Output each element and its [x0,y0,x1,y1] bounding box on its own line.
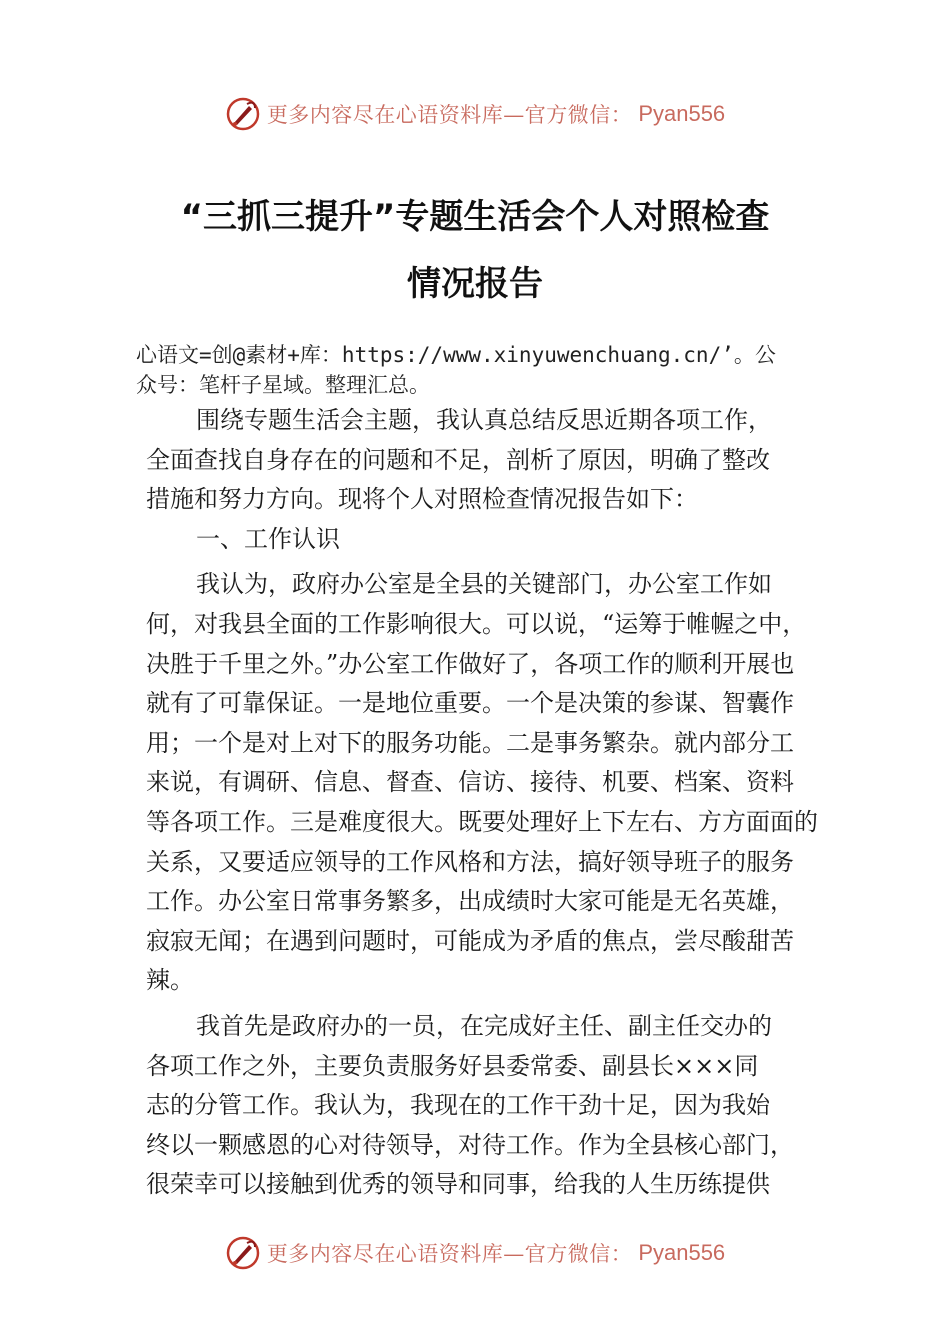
source-note [136,340,836,400]
body-line: 何，对我县全面的工作影响很大。可以说，“运筹于帷幄之中， [146,609,807,638]
header-watermark-banner [0,94,950,134]
paragraph-self-role [146,1007,836,1205]
body-line: 关系，又要适应领导的工作风格和方法，搞好领导班子的服务 [146,847,794,876]
body-line: 围绕专题生活会主题，我认真总结反思近期各项工作， [196,406,772,434]
wechat-id: Pyan556 [638,101,726,126]
section-heading [146,520,836,560]
document-title-line-1: “三抓三提升”专题生活会个人对照检查 [180,197,770,237]
banner-text: 更多内容尽在心语资料库—官方微信： [266,1242,633,1266]
wechat-id: Pyan556 [638,1240,726,1265]
quill-pen-logo-icon [225,96,261,132]
body-line: 寂寂无闻；在遇到问题时，可能成为矛盾的焦点，尝尽酸甜苦 [146,926,794,955]
heading-line: 一、工作认识 [196,524,340,553]
quill-pen-logo-icon [225,1235,261,1271]
source-note-line-1: 心语文=创@素材+库：https://www.xinyuwenchuang.cn/’。公 [136,343,776,367]
paragraph-intro [146,401,836,520]
body-line: 我认为，政府办公室是全县的关键部门，办公室工作如 [196,570,772,599]
document-body [146,401,836,1205]
body-line: 各项工作之外，主要负责服务好县委常委、副县长×××同 [146,1051,759,1080]
body-line: 终以一颗感恩的心对待领导，对待工作。作为全县核心部门， [146,1130,794,1159]
banner-text: 更多内容尽在心语资料库—官方微信： [266,103,633,127]
body-line: 全面查找自身存在的问题和不足，剖析了原因，明确了整改 [146,445,770,474]
body-line: 很荣幸可以接触到优秀的领导和同事，给我的人生历练提供 [146,1170,770,1199]
body-line: 我首先是政府办的一员，在完成好主任、副主任交办的 [196,1011,772,1040]
body-line: 就有了可靠保证。一是地位重要。一个是决策的参谋、智囊作 [146,689,794,718]
body-line: 来说，有调研、信息、督查、信访、接待、机要、档案、资料 [146,768,794,797]
body-line: 措施和努力方向。现将个人对照检查情况报告如下： [146,485,698,514]
body-line: 等各项工作。三是难度很大。既要处理好上下左右、方方面面的 [146,807,818,836]
body-line: 决胜于千里之外。”办公室工作做好了，各项工作的顺利开展也 [146,649,795,678]
body-line: 工作。办公室日常事务繁多，出成绩时大家可能是无名英雄， [146,887,794,916]
paragraph-work-understanding [146,565,836,1001]
document-title-line-2: 情况报告 [407,264,543,304]
body-line: 志的分管工作。我认为，我现在的工作干劲十足，因为我始 [146,1091,770,1120]
body-line: 用；一个是对上对下的服务功能。二是事务繁杂。就内部分工 [146,728,794,757]
source-note-line-2: 众号：笔杆子星域。整理汇总。 [136,373,430,397]
footer-watermark-banner [0,1233,950,1273]
body-line: 辣。 [146,966,194,995]
